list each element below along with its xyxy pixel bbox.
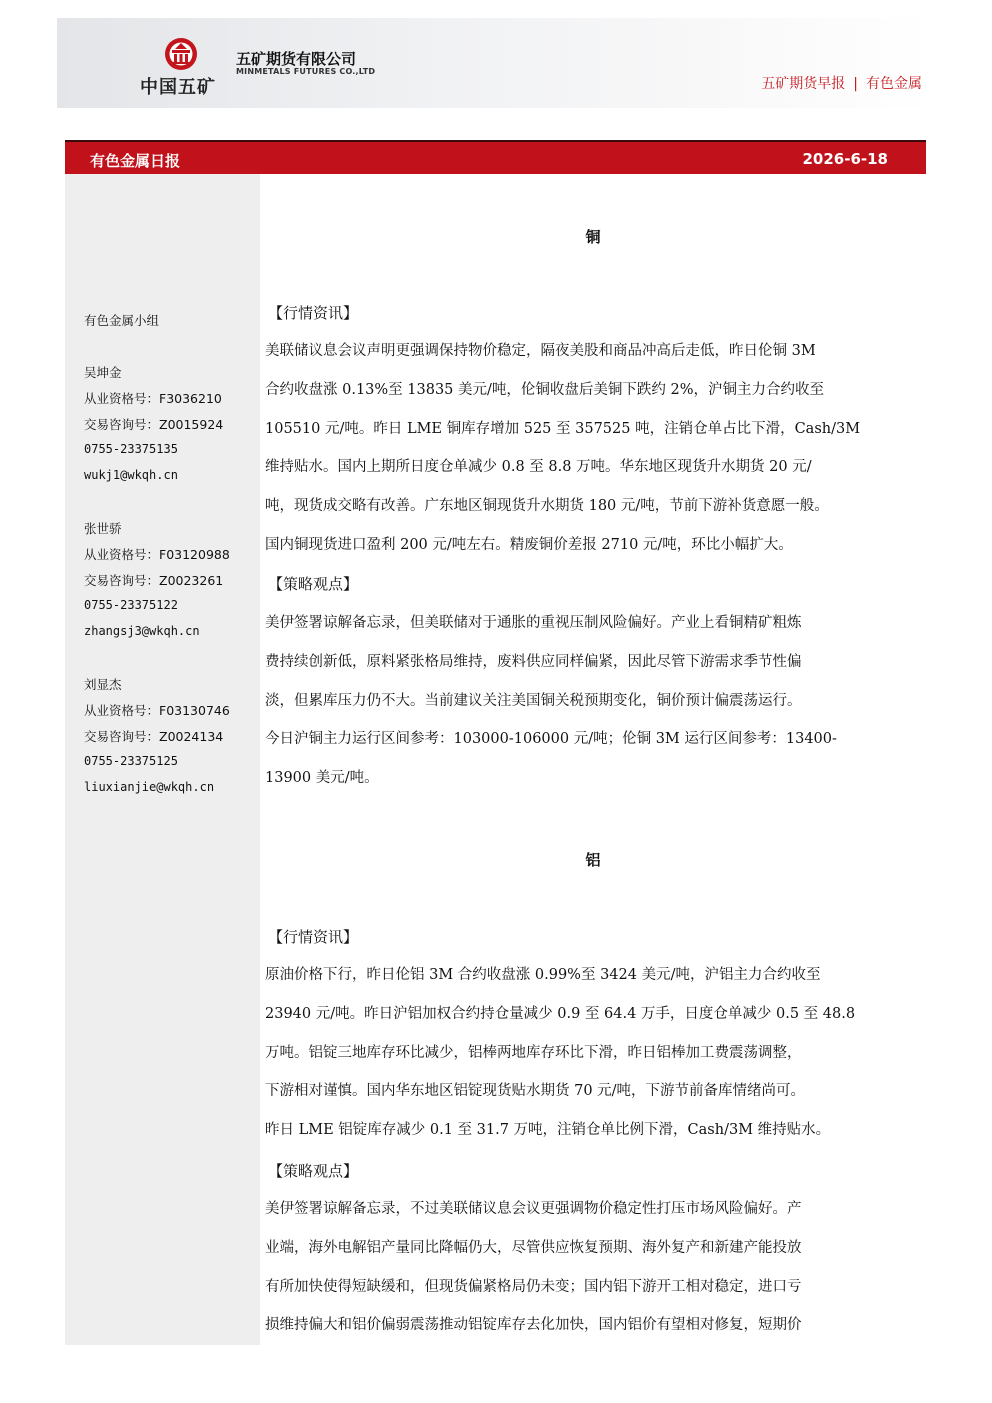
text-line: 淡，但累库压力仍不大。当前建议关注美国铜关税预期变化，铜价预计偏震荡运行。	[265, 692, 802, 709]
analyst-license: 从业资格号：F03130746	[84, 703, 230, 718]
copper-strategy-label: 【策略观点】	[268, 575, 359, 593]
text-line: 美伊签署谅解备忘录，但美联储对于通胀的重视压制风险偏好。产业上看铜精矿粗炼	[265, 615, 802, 631]
text-line: 维持贴水。国内上期所日度仓单减少 0.8 至 8.8 万吨。华东地区现货升水期货 20 元/	[265, 459, 812, 476]
header-report-label	[761, 73, 922, 93]
analyst-phone: 0755-23375122	[84, 598, 178, 612]
analyst-license: 从业资格号：F3036210	[84, 391, 222, 406]
section-title-aluminum: 铝	[585, 851, 601, 869]
aluminum-strategy-label: 【策略观点】	[268, 1162, 359, 1180]
analyst-phone: 0755-23375135	[84, 442, 178, 456]
copper-news-label: 【行情资讯】	[268, 304, 359, 322]
analyst-license: 从业资格号：F03120988	[84, 547, 230, 562]
report-name: 五矿期货早报	[761, 76, 846, 92]
company-name-cn: 五矿期货有限公司	[236, 50, 357, 68]
text-line: 国内铜现货进口盈利 200 元/吨左右。精废铜价差报 2710 元/吨，环比小幅扩大。	[265, 536, 793, 553]
aluminum-news-paragraph	[265, 956, 918, 1150]
text-line: 下游相对谨慎。国内华东地区铝锭现货贴水期货 70 元/吨，下游节前备库情绪尚可。	[265, 1083, 806, 1100]
report-title: 有色金属日报	[90, 152, 181, 170]
copper-strategy-paragraph	[265, 604, 918, 798]
aluminum-strategy-paragraph	[265, 1190, 918, 1345]
text-line: 原油价格下行，昨日伦铝 3M 合约收盘涨 0.99%至 3424 美元/吨，沪铝主力合约收至	[265, 967, 821, 983]
team-name: 有色金属小组	[84, 313, 160, 328]
text-line: 万吨。铝锭三地库存环比减少，铝棒两地库存环比下滑，昨日铝棒加工费震荡调整，	[265, 1044, 802, 1061]
header-separator: |	[853, 76, 858, 92]
mountain-emblem-icon	[163, 36, 199, 72]
text-line: 损维持偏大和铝价偏弱震荡推动铝锭库存去化加快，国内铝价有望相对修复，短期价	[265, 1317, 802, 1334]
analyst-email: zhangsj3@wkqh.cn	[84, 624, 200, 638]
text-line: 有所加快使得短缺缓和，但现货偏紧格局仍未变；国内铝下游开工相对稳定，进口亏	[265, 1278, 802, 1295]
analyst-advisory: 交易咨询号：Z0015924	[84, 417, 224, 432]
section-title-copper: 铜	[585, 228, 601, 246]
analyst-name: 吴坤金	[84, 365, 122, 380]
copper-news-paragraph	[265, 332, 918, 565]
analyst-name: 张世骄	[84, 521, 122, 536]
text-line: 合约收盘涨 0.13%至 13835 美元/吨，伦铜收盘后美铜下跌约 2%，沪铜主力合约收至	[265, 381, 825, 398]
text-line: 费持续创新低，原料紧张格局维持，废料供应同样偏紧，因此尽管下游需求季节性偏	[265, 653, 802, 670]
analyst-email: liuxianjie@wkqh.cn	[84, 780, 215, 794]
text-line: 105510 元/吨。昨日 LME 铜库存增加 525 至 357525 吨，注销仓单占比下滑，Cash/3M	[265, 420, 861, 437]
text-line: 13900 美元/吨。	[265, 770, 379, 787]
text-line: 吨，现货成交略有改善。广东地区铜现货升水期货 180 元/吨，节前下游补货意愿一般。	[265, 498, 829, 515]
analyst-phone: 0755-23375125	[84, 754, 178, 768]
text-line: 美伊签署谅解备忘录，不过美联储议息会议更强调物价稳定性打压市场风险偏好。产	[265, 1201, 802, 1217]
company-name-en: MINMETALS FUTURES CO.,LTD	[236, 67, 376, 76]
analyst-advisory: 交易咨询号：Z0024134	[84, 729, 224, 744]
report-title-bar	[65, 140, 926, 174]
text-line: 昨日 LME 铝锭库存减少 0.1 至 31.7 万吨，注销仓单比例下滑，Cash/3M 维持贴水。	[265, 1122, 831, 1139]
analyst-name: 刘显杰	[84, 677, 122, 692]
aluminum-news-label: 【行情资讯】	[268, 928, 359, 946]
report-date: 2026-6-18	[802, 150, 888, 168]
analyst-advisory: 交易咨询号：Z0023261	[84, 573, 224, 588]
text-line: 今日沪铜主力运行区间参考：103000-106000 元/吨；伦铜 3M 运行区间参考：13400-	[265, 731, 837, 748]
logo-text: 中国五矿	[140, 77, 216, 98]
text-line: 美联储议息会议声明更强调保持物价稳定，隔夜美股和商品冲高后走低，昨日伦铜 3M	[265, 343, 816, 359]
analyst-email: wukj1@wkqh.cn	[84, 468, 178, 482]
text-line: 23940 元/吨。昨日沪铝加权合约持仓量减少 0.9 至 64.4 万手，日度仓单减少 0.5 至 48.8	[265, 1005, 856, 1022]
report-category: 有色金属	[866, 76, 922, 92]
text-line: 业端，海外电解铝产量同比降幅仍大，尽管供应恢复预期、海外复产和新建产能投放	[265, 1239, 802, 1256]
